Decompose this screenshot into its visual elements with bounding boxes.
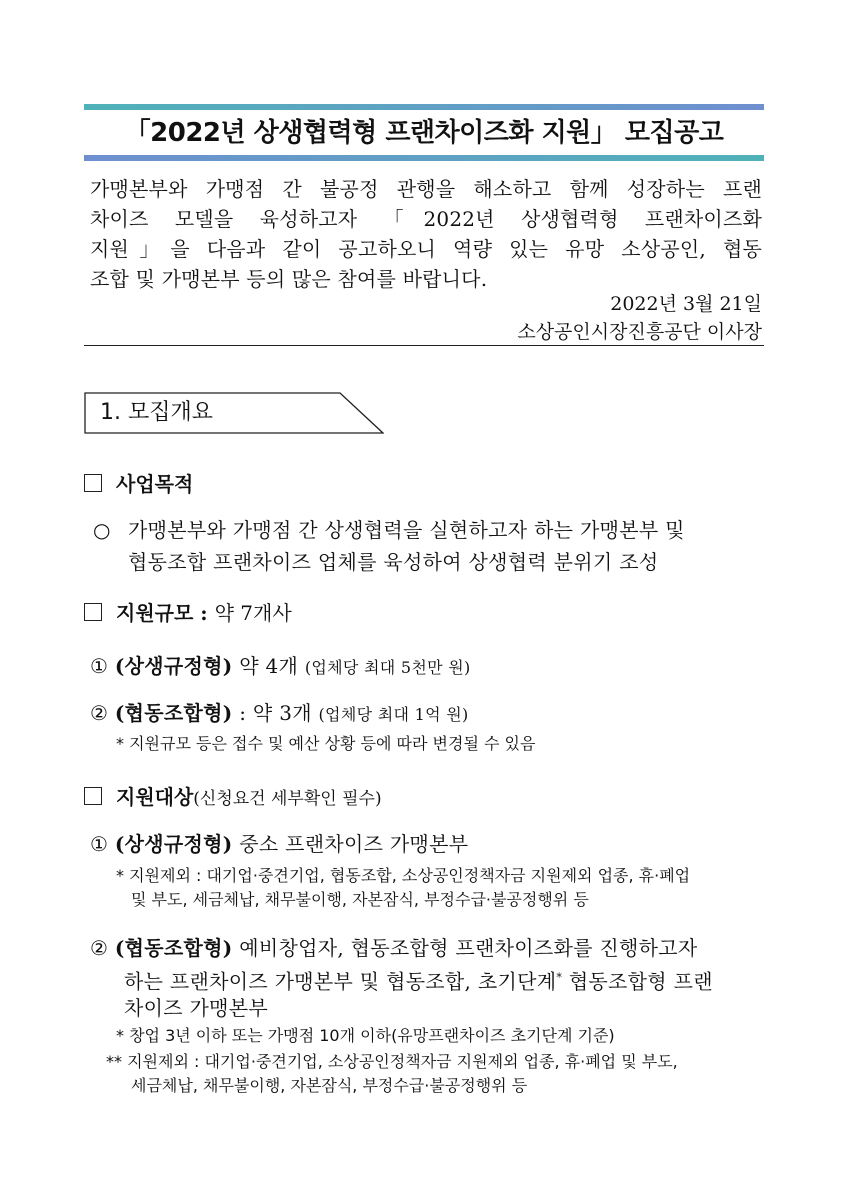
- target-item-1-note: * 지원제외 : 대기업·중견기업, 협동조합, 소상공인정책자금 지원제외 업종, 휴·폐업: [116, 866, 691, 885]
- intro-paragraph: [90, 174, 762, 294]
- scale-value: 약 7개사: [214, 601, 292, 625]
- intro-line: 지원」을 다음과 같이 공고하오니 역량 있는 유망 소상공인, 협동: [90, 237, 762, 261]
- target-heading: 지원대상(신청요건 세부확인 필수): [84, 782, 382, 814]
- target-item-2-line: 하는 프랜차이즈 가맹본부 및 협동조합, 초기단계* 협동조합형 프랜: [124, 969, 713, 994]
- purpose-heading: 사업목적: [84, 469, 193, 499]
- checkbox-square-icon: [84, 787, 102, 805]
- scale-item-1: ① (상생규정형) 약 4개 (업체당 최대 5천만 원): [90, 654, 471, 678]
- target-item-2: ② (협동조합형) 예비창업자, 협동조합형 프랜차이즈화를 진행하고자: [90, 936, 698, 960]
- target-item-2-note: * 창업 3년 이하 또는 가맹점 10개 이하(유망프랜차이즈 초기단계 기준): [116, 1026, 615, 1045]
- scale-heading: 지원규모 : 약 7개사: [84, 598, 292, 628]
- target-item-1-note: 및 부도, 세금체납, 채무불이행, 자본잠식, 부정수급·불공정행위 등: [131, 890, 589, 909]
- divider: [84, 345, 764, 346]
- purpose-line: 협동조합 프랜차이즈 업체를 육성하여 상생협력 분위기 조성: [128, 550, 659, 574]
- intro-line: 조합 및 가맹본부 등의 많은 참여를 바랍니다.: [90, 267, 488, 291]
- section-heading: 1. 모집개요: [100, 400, 213, 425]
- purpose-bullet: ○: [93, 518, 111, 542]
- checkbox-square-icon: [84, 603, 102, 621]
- announcement-date: 2022년 3월 21일: [610, 293, 762, 315]
- target-item-1: ① (상생규정형) 중소 프랜차이즈 가맹본부: [90, 832, 469, 856]
- scale-footnote: * 지원규모 등은 접수 및 예산 상황 등에 따라 변경될 수 있음: [116, 734, 536, 753]
- checkbox-square-icon: [84, 474, 102, 492]
- target-item-2-line: 차이즈 가맹본부: [124, 996, 268, 1020]
- page-title: 「2022년 상생협력형 프랜차이즈화 지원」 모집공고: [124, 118, 724, 148]
- intro-line: 차이즈 모델을 육성하고자 「2022년 상생협력형 프랜차이즈화: [90, 207, 762, 231]
- intro-line: 가맹본부와 가맹점 간 불공정 관행을 해소하고 함께 성장하는 프랜: [90, 177, 762, 201]
- scale-item-2: ② (협동조합형) : 약 3개 (업체당 최대 1억 원): [90, 701, 469, 725]
- signatory: 소상공인시장진흥공단 이사장: [517, 321, 762, 343]
- title-top-bar: [84, 104, 764, 110]
- target-heading-note: (신청요건 세부확인 필수): [193, 789, 382, 809]
- title-bottom-bar: [84, 155, 764, 161]
- target-item-2-note: ** 지원제외 : 대기업·중견기업, 소상공인정책자금 지원제외 업종, 휴·폐업 및 부도,: [106, 1052, 678, 1071]
- target-item-2-note: 세금체납, 채무불이행, 자본잠식, 부정수급·불공정행위 등: [131, 1076, 528, 1095]
- purpose-line: 가맹본부와 가맹점 간 상생협력을 실현하고자 하는 가맹본부 및: [128, 518, 685, 542]
